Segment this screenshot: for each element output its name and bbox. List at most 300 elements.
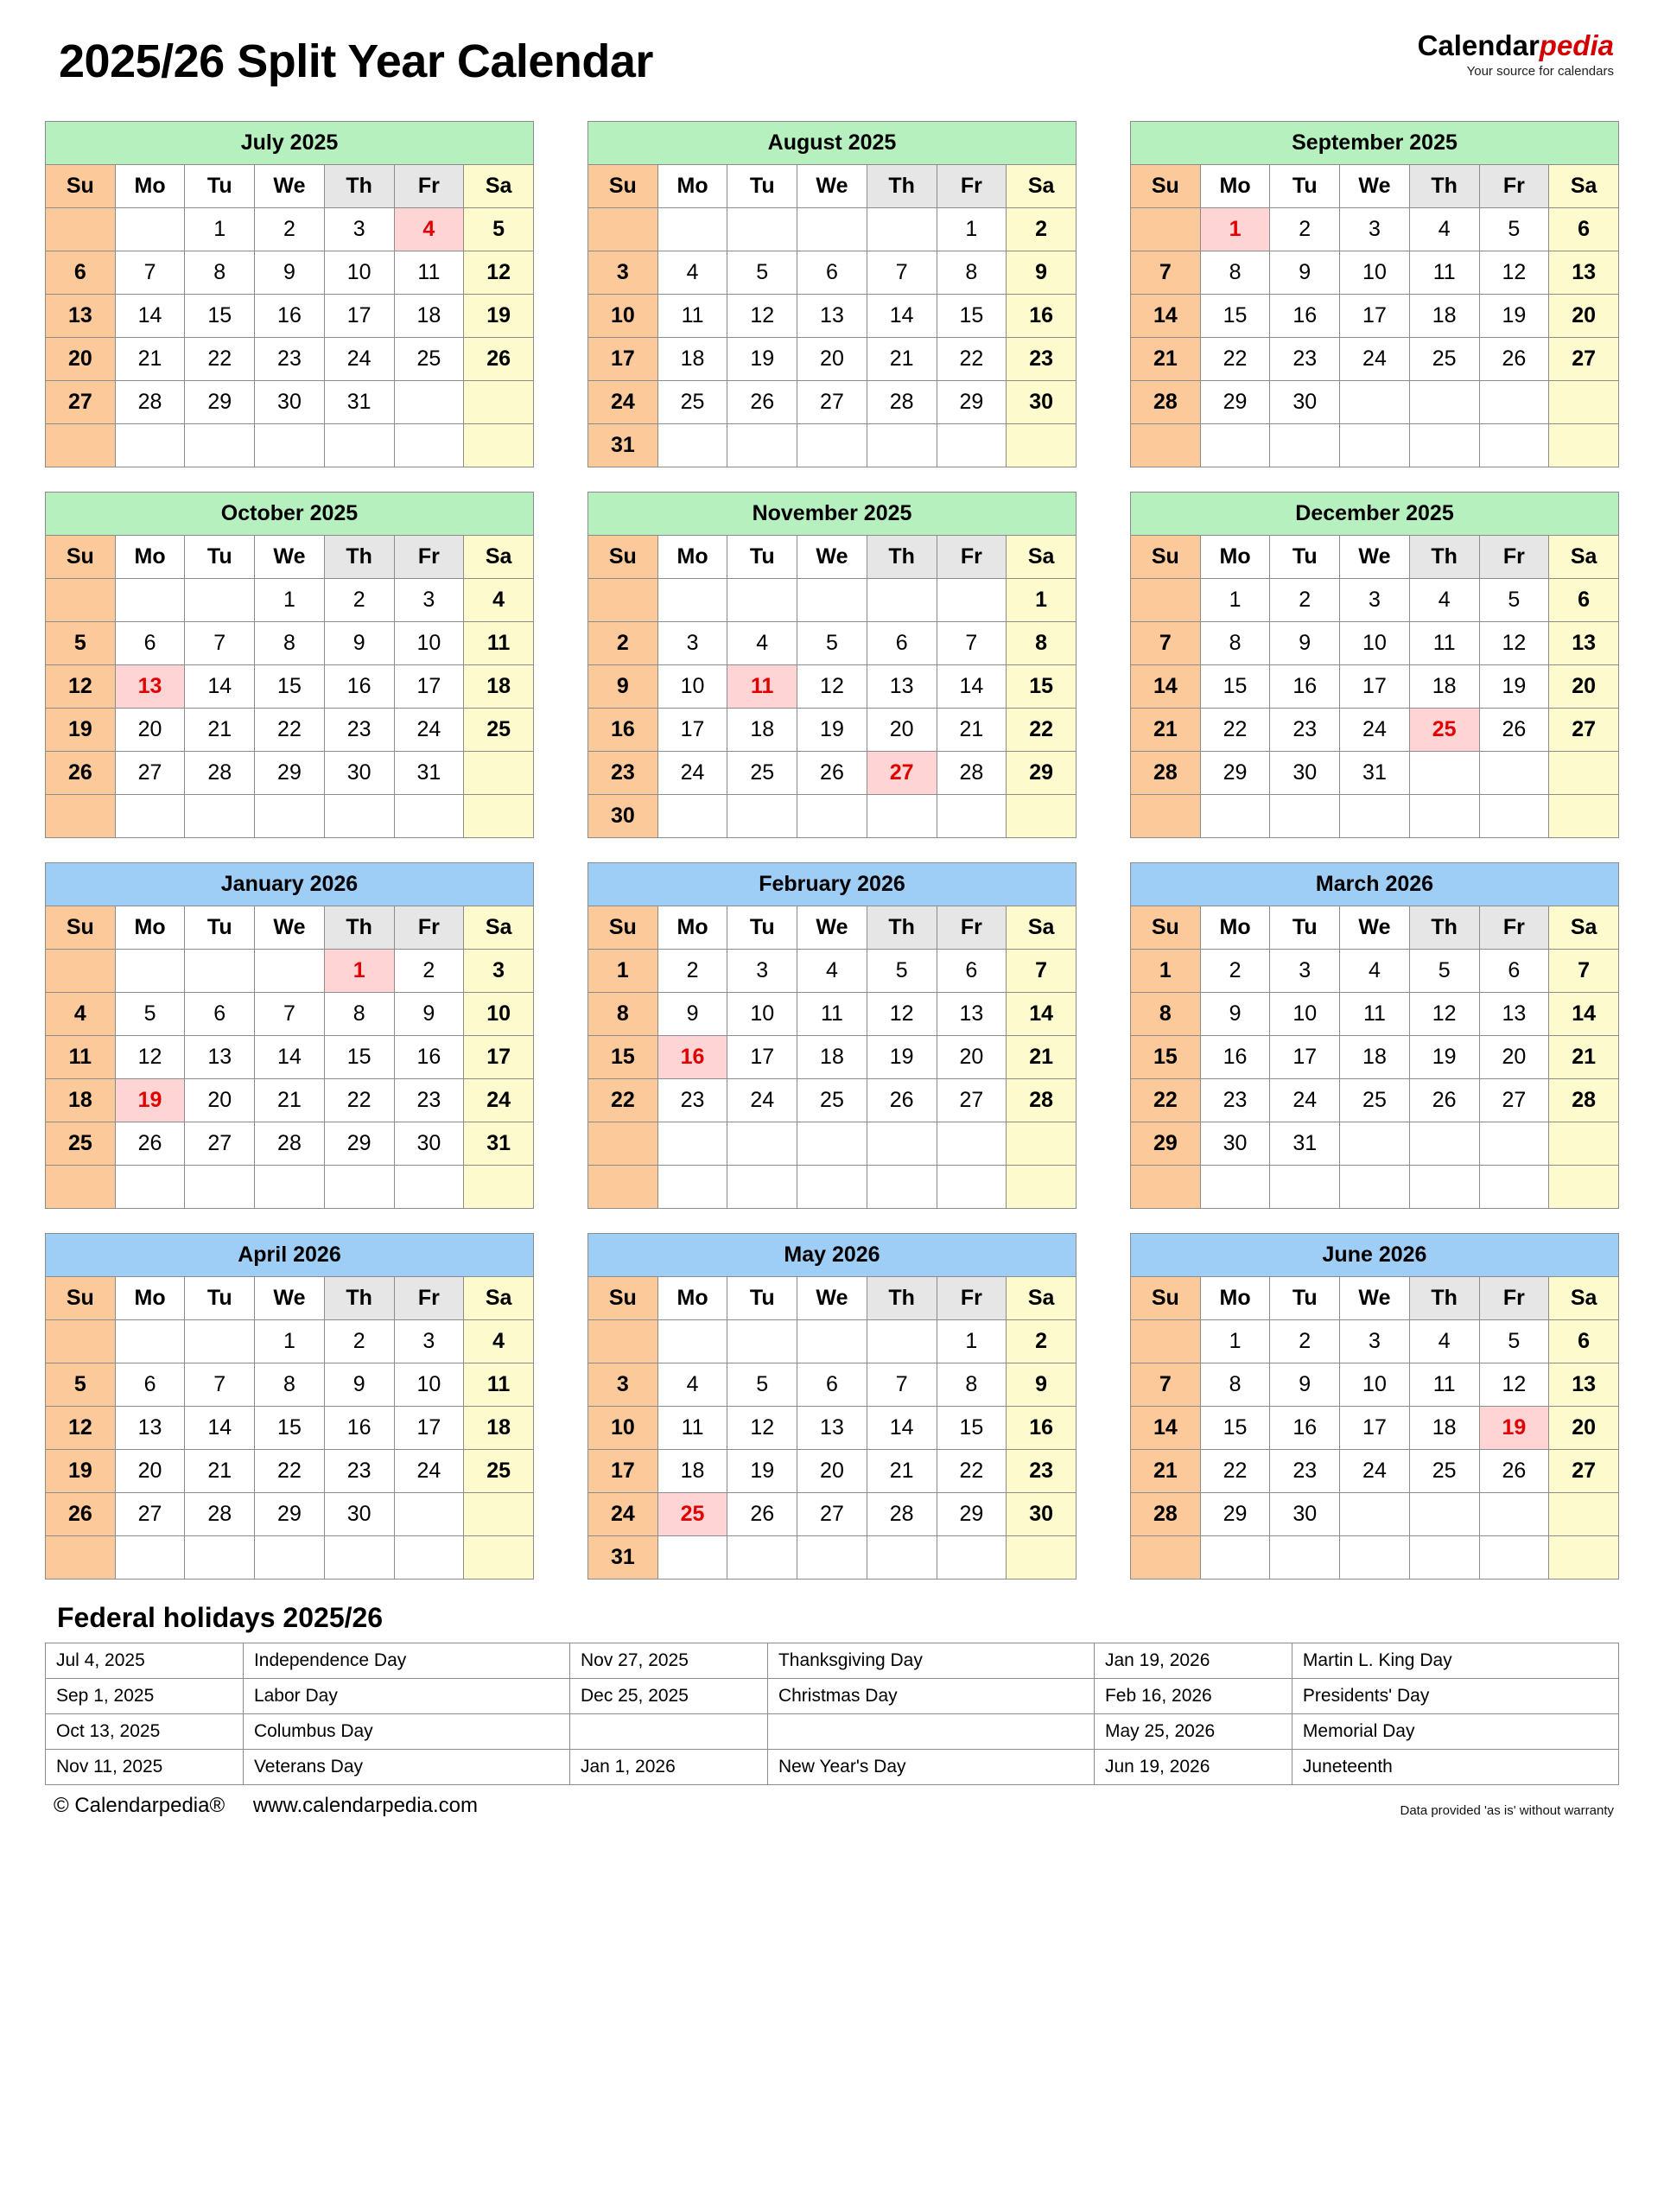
weekday-header-sa: Sa [1549,536,1619,579]
holiday-date: Nov 27, 2025 [569,1643,767,1679]
day-cell-empty [1479,795,1549,838]
day-cell-empty [46,208,116,251]
day-cell: 14 [937,665,1007,709]
week-row [1131,1536,1619,1580]
week-row [1131,1079,1619,1122]
day-cell: 17 [1340,1407,1410,1450]
day-cell: 25 [464,709,534,752]
day-cell: 8 [255,1363,325,1407]
day-cell: 26 [115,1122,185,1166]
week-row [1131,1407,1619,1450]
holiday-name [767,1714,1094,1750]
month-table [1130,1233,1619,1580]
month-block [1130,1233,1619,1580]
weekday-header-mo: Mo [657,906,727,950]
day-cell: 20 [1549,1407,1619,1450]
day-cell: 16 [1007,295,1077,338]
day-cell: 5 [115,993,185,1036]
holiday-date: Oct 13, 2025 [46,1714,244,1750]
week-row [1131,208,1619,251]
day-cell-empty [185,424,255,467]
month-title: December 2025 [1131,493,1619,536]
week-row [588,752,1077,795]
day-cell-empty [1409,752,1479,795]
day-cell-empty [588,1320,658,1363]
day-cell: 9 [1007,251,1077,295]
months-grid [45,121,1619,1580]
day-cell: 11 [1340,993,1410,1036]
week-row [588,1450,1077,1493]
day-cell: 4 [797,950,867,993]
day-cell: 16 [1007,1407,1077,1450]
week-row [46,251,534,295]
day-cell-empty [1007,1122,1077,1166]
day-cell-empty [727,1122,797,1166]
day-cell: 25 [657,381,727,424]
day-cell: 6 [797,1363,867,1407]
month-title: November 2025 [588,493,1077,536]
day-cell-empty [1409,381,1479,424]
day-cell: 21 [185,709,255,752]
footer-url[interactable]: www.calendarpedia.com [252,1794,478,1817]
weekday-header-we: We [255,1277,325,1320]
day-cell-empty [115,424,185,467]
day-cell: 6 [867,622,937,665]
holiday-name: Martin L. King Day [1292,1643,1618,1679]
week-row [46,1320,534,1363]
day-cell-empty [1409,1493,1479,1536]
holiday-date [569,1714,767,1750]
day-cell: 31 [588,1536,658,1580]
day-cell: 13 [115,1407,185,1450]
day-cell-empty [657,424,727,467]
day-cell-empty [727,208,797,251]
day-cell: 11 [464,1363,534,1407]
day-cell: 19 [46,709,116,752]
day-cell-empty [937,579,1007,622]
day-cell: 1 [255,1320,325,1363]
weekday-header-tu: Tu [727,906,797,950]
day-cell: 11 [394,251,464,295]
week-row [1131,622,1619,665]
day-cell: 30 [255,381,325,424]
day-cell-empty [1549,1166,1619,1209]
day-cell: 31 [464,1122,534,1166]
day-cell-empty [324,1166,394,1209]
day-cell: 5 [464,208,534,251]
day-cell-empty [1340,1536,1410,1580]
day-cell: 4 [394,208,464,251]
holiday-date: Feb 16, 2026 [1094,1679,1292,1714]
day-cell: 9 [394,993,464,1036]
day-cell: 30 [1200,1122,1270,1166]
week-row [46,709,534,752]
day-cell: 5 [727,251,797,295]
day-cell: 11 [797,993,867,1036]
weekday-header-we: We [255,906,325,950]
day-cell: 29 [255,1493,325,1536]
day-cell: 20 [797,338,867,381]
day-cell: 4 [657,1363,727,1407]
day-cell: 21 [1131,709,1201,752]
day-cell: 2 [1270,579,1340,622]
day-cell: 15 [1007,665,1077,709]
day-cell-empty [324,424,394,467]
week-row [588,1536,1077,1580]
day-cell: 6 [1479,950,1549,993]
day-cell-empty [1131,424,1201,467]
day-cell: 24 [1340,709,1410,752]
day-cell-empty [727,1536,797,1580]
day-cell: 11 [727,665,797,709]
day-cell-empty [324,1536,394,1580]
day-cell: 25 [797,1079,867,1122]
month-table [1130,492,1619,838]
day-cell-empty [867,424,937,467]
day-cell-empty [464,1536,534,1580]
day-cell: 28 [867,1493,937,1536]
day-cell: 23 [255,338,325,381]
day-cell-empty [394,1536,464,1580]
day-cell: 24 [727,1079,797,1122]
day-cell: 19 [1479,665,1549,709]
day-cell-empty [46,424,116,467]
day-cell: 7 [1007,950,1077,993]
weekday-header-sa: Sa [1549,1277,1619,1320]
day-cell: 6 [937,950,1007,993]
day-cell: 20 [115,1450,185,1493]
day-cell-empty [1270,1166,1340,1209]
day-cell: 17 [1270,1036,1340,1079]
holiday-name: Christmas Day [767,1679,1094,1714]
footer-left [54,1794,478,1818]
day-cell: 27 [937,1079,1007,1122]
day-cell: 23 [1007,1450,1077,1493]
week-row [46,1166,534,1209]
footer-disclaimer: Data provided 'as is' without warranty [1400,1803,1614,1818]
day-cell: 9 [1270,1363,1340,1407]
day-cell: 14 [867,1407,937,1450]
day-cell-empty [1270,424,1340,467]
day-cell: 13 [867,665,937,709]
day-cell: 13 [185,1036,255,1079]
day-cell: 21 [1131,338,1201,381]
day-cell: 6 [115,622,185,665]
weekday-header-su: Su [588,536,658,579]
day-cell: 23 [324,1450,394,1493]
day-cell: 5 [1479,579,1549,622]
weekday-header-mo: Mo [115,906,185,950]
day-cell: 4 [464,1320,534,1363]
weekday-header-mo: Mo [1200,165,1270,208]
month-block [587,121,1077,467]
day-cell: 29 [1200,381,1270,424]
day-cell: 2 [1007,208,1077,251]
day-cell-empty [867,1536,937,1580]
holiday-date: Jul 4, 2025 [46,1643,244,1679]
day-cell: 3 [324,208,394,251]
day-cell: 3 [657,622,727,665]
day-cell-empty [727,795,797,838]
day-cell: 19 [1479,295,1549,338]
day-cell: 5 [1479,1320,1549,1363]
day-cell: 2 [255,208,325,251]
holiday-name: Veterans Day [243,1750,569,1785]
day-cell: 17 [1340,665,1410,709]
week-row [1131,665,1619,709]
day-cell-empty [867,1166,937,1209]
day-cell-empty [867,1320,937,1363]
day-cell: 29 [937,1493,1007,1536]
day-cell: 28 [185,752,255,795]
day-cell-empty [1479,1166,1549,1209]
day-cell-empty [46,1166,116,1209]
day-cell: 15 [588,1036,658,1079]
day-cell: 13 [797,295,867,338]
day-cell-empty [797,795,867,838]
day-cell: 3 [1340,579,1410,622]
month-block [1130,862,1619,1209]
day-cell-empty [1409,1122,1479,1166]
day-cell-empty [1549,424,1619,467]
day-cell: 15 [255,665,325,709]
day-cell-empty [394,381,464,424]
month-table [45,121,534,467]
holiday-name: Memorial Day [1292,1714,1618,1750]
day-cell: 22 [1200,338,1270,381]
week-row [46,208,534,251]
weekday-header-we: We [1340,906,1410,950]
day-cell-empty [657,1536,727,1580]
day-cell: 21 [867,1450,937,1493]
month-block [1130,121,1619,467]
day-cell-empty [1131,795,1201,838]
day-cell-empty [1479,1536,1549,1580]
day-cell: 13 [1549,1363,1619,1407]
day-cell: 14 [1131,1407,1201,1450]
day-cell-empty [657,579,727,622]
day-cell: 20 [867,709,937,752]
day-cell-empty [727,1166,797,1209]
week-row [588,1122,1077,1166]
month-block [45,1233,534,1580]
day-cell-empty [185,1166,255,1209]
day-cell: 24 [588,381,658,424]
day-cell-empty [1549,1122,1619,1166]
day-cell: 13 [1549,251,1619,295]
day-cell-empty [464,795,534,838]
day-cell: 23 [1270,1450,1340,1493]
day-cell-empty [394,1166,464,1209]
day-cell: 30 [1270,1493,1340,1536]
week-row [588,1493,1077,1536]
day-cell: 13 [1479,993,1549,1036]
day-cell: 22 [1007,709,1077,752]
day-cell: 31 [394,752,464,795]
day-cell: 22 [255,1450,325,1493]
day-cell-empty [394,424,464,467]
day-cell: 29 [1007,752,1077,795]
week-row [1131,338,1619,381]
month-table [1130,862,1619,1209]
day-cell-empty [46,1536,116,1580]
day-cell: 2 [1007,1320,1077,1363]
day-cell: 6 [1549,1320,1619,1363]
day-cell: 6 [46,251,116,295]
day-cell: 25 [727,752,797,795]
weekday-header-th: Th [867,165,937,208]
day-cell: 11 [1409,622,1479,665]
weekday-header-we: We [797,1277,867,1320]
day-cell-empty [464,424,534,467]
day-cell: 13 [115,665,185,709]
day-cell: 9 [1270,251,1340,295]
weekday-header-th: Th [867,1277,937,1320]
week-row [588,579,1077,622]
day-cell: 25 [1409,1450,1479,1493]
weekday-header-fr: Fr [1479,536,1549,579]
week-row [588,424,1077,467]
day-cell: 8 [324,993,394,1036]
day-cell: 13 [1549,622,1619,665]
week-row [46,1536,534,1580]
day-cell: 8 [588,993,658,1036]
day-cell: 25 [46,1122,116,1166]
week-row [46,795,534,838]
month-table [587,121,1077,467]
day-cell-empty [1479,381,1549,424]
day-cell: 27 [1549,1450,1619,1493]
day-cell-empty [797,424,867,467]
day-cell-empty [255,1166,325,1209]
week-row [1131,1493,1619,1536]
day-cell: 30 [324,752,394,795]
weekday-header-tu: Tu [1270,165,1340,208]
day-cell: 27 [185,1122,255,1166]
weekday-header-tu: Tu [727,536,797,579]
day-cell-empty [255,795,325,838]
day-cell: 3 [588,251,658,295]
day-cell-empty [937,424,1007,467]
day-cell: 16 [1270,1407,1340,1450]
day-cell: 6 [1549,579,1619,622]
month-block [45,862,534,1209]
day-cell: 11 [46,1036,116,1079]
weekday-header-we: We [797,906,867,950]
day-cell: 12 [464,251,534,295]
day-cell-empty [797,1536,867,1580]
week-row [1131,950,1619,993]
weekday-header-sa: Sa [464,906,534,950]
weekday-header-su: Su [46,906,116,950]
page-title: 2025/26 Split Year Calendar [59,35,653,87]
day-cell-empty [464,381,534,424]
day-cell: 11 [657,1407,727,1450]
week-row [588,709,1077,752]
weekday-header-sa: Sa [464,1277,534,1320]
day-cell-empty [797,1166,867,1209]
weekday-header-sa: Sa [1007,536,1077,579]
day-cell: 19 [727,338,797,381]
day-cell: 22 [588,1079,658,1122]
weekday-header-fr: Fr [394,1277,464,1320]
brand-block [1418,29,1619,79]
day-cell: 14 [867,295,937,338]
weekday-header-fr: Fr [1479,165,1549,208]
weekday-header-mo: Mo [657,165,727,208]
day-cell-empty [1340,381,1410,424]
day-cell: 8 [185,251,255,295]
day-cell-empty [46,579,116,622]
day-cell: 26 [727,381,797,424]
day-cell: 10 [394,622,464,665]
day-cell: 13 [46,295,116,338]
day-cell: 20 [46,338,116,381]
day-cell: 12 [867,993,937,1036]
holiday-row [46,1679,1619,1714]
day-cell-empty [115,579,185,622]
day-cell: 12 [46,1407,116,1450]
week-row [1131,709,1619,752]
day-cell: 8 [1200,251,1270,295]
day-cell: 29 [324,1122,394,1166]
week-row [1131,1036,1619,1079]
day-cell: 1 [1200,1320,1270,1363]
week-row [46,1079,534,1122]
day-cell: 8 [937,1363,1007,1407]
day-cell: 12 [1479,622,1549,665]
month-block [45,121,534,467]
day-cell: 9 [1007,1363,1077,1407]
day-cell: 2 [324,1320,394,1363]
week-row [46,622,534,665]
month-block [587,862,1077,1209]
weekday-header-tu: Tu [727,1277,797,1320]
day-cell: 21 [1007,1036,1077,1079]
weekday-header-fr: Fr [1479,906,1549,950]
day-cell: 10 [657,665,727,709]
day-cell-empty [1131,1166,1201,1209]
day-cell: 20 [185,1079,255,1122]
brand-name [1418,29,1614,62]
week-row [588,665,1077,709]
holiday-name: Independence Day [243,1643,569,1679]
day-cell: 25 [1409,338,1479,381]
day-cell: 17 [727,1036,797,1079]
week-row [46,1407,534,1450]
day-cell-empty [1131,1536,1201,1580]
day-cell: 8 [1200,622,1270,665]
weekday-header-su: Su [46,1277,116,1320]
day-cell: 22 [937,1450,1007,1493]
day-cell-empty [1007,795,1077,838]
weekday-header-fr: Fr [937,1277,1007,1320]
weekday-header-sa: Sa [464,536,534,579]
day-cell: 16 [1200,1036,1270,1079]
day-cell: 1 [1200,579,1270,622]
day-cell: 31 [1270,1122,1340,1166]
weekday-header-th: Th [1409,165,1479,208]
month-title: August 2025 [588,122,1077,165]
day-cell: 1 [324,950,394,993]
week-row [1131,381,1619,424]
month-title: May 2026 [588,1234,1077,1277]
day-cell: 23 [394,1079,464,1122]
weekday-header-fr: Fr [394,165,464,208]
weekday-header-su: Su [1131,1277,1201,1320]
weekday-header-tu: Tu [185,536,255,579]
day-cell: 30 [1007,1493,1077,1536]
